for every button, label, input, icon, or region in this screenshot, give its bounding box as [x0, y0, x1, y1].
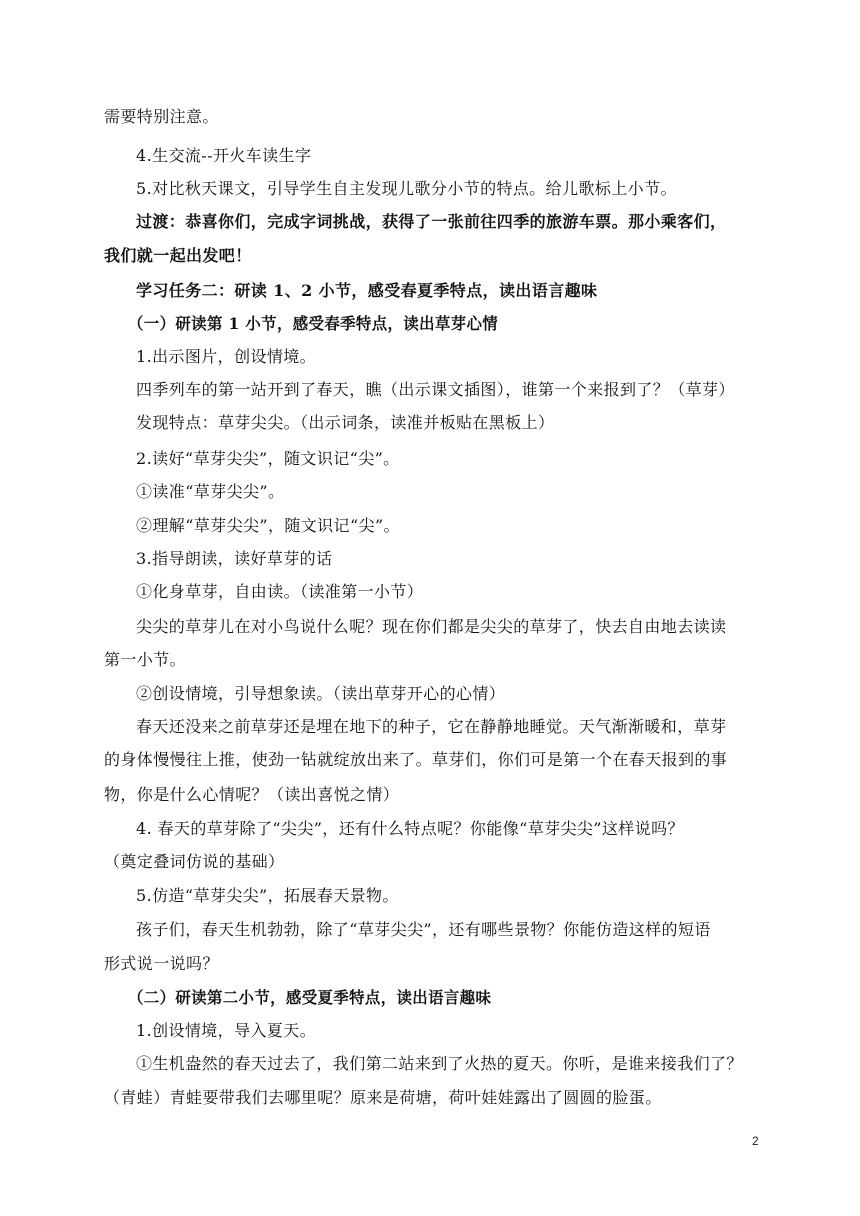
text-line: 1.创设情境，导入夏天。: [136, 1021, 317, 1040]
text-line: 物，你是什么心情呢？（读出喜悦之情）: [104, 785, 400, 804]
text-line: 5.对比秋天课文，引导学生自主发现儿歌分小节的特点。给儿歌标上小节。: [136, 179, 677, 198]
text-line: 形式说一说吗？: [104, 954, 219, 973]
page-number: 2: [752, 1134, 759, 1148]
text-line: ①化身草芽，自由读。（读准第一小节）: [136, 582, 424, 601]
text-line: ②创设情境，引导想象读。（读出草芽开心的心情）: [136, 684, 506, 703]
section-heading: （二）研读第二小节，感受夏季特点，读出语言趣味: [128, 988, 492, 1007]
text-line: 尖尖的草芽儿在对小鸟说什么呢？现在你们都是尖尖的草芽了，快去自由地去读读: [136, 617, 727, 636]
text-line: （青蛙）青蛙要带我们去哪里呢？原来是荷塘，荷叶娃娃露出了圆圆的脸蛋。: [104, 1088, 662, 1107]
text-line: ①生机盎然的春天过去了，我们第二站来到了火热的夏天。你听，是谁来接我们了？: [136, 1054, 743, 1073]
text-line: 需要特别注意。: [104, 107, 219, 126]
text-line: 孩子们，春天生机勃勃，除了“草芽尖尖”，还有哪些景物？你能仿造这样的短语: [136, 920, 711, 939]
text-line: 2.读好“草芽尖尖”，随文识记“尖”。: [136, 449, 400, 468]
text-line: 4.生交流--开火车读生字: [136, 146, 312, 165]
transition-line: 我们就一起出发吧！: [104, 246, 252, 265]
text-line: ①读准“草芽尖尖”。: [136, 482, 285, 501]
text-line: 四季列车的第一站开到了春天，瞧（出示课文插图），谁第一个来报到了？（草芽）: [136, 380, 735, 399]
text-line: 春天还没来之前草芽还是埋在地下的种子，它在静静地睡觉。天气渐渐暖和，草芽: [136, 717, 727, 736]
text-line: ②理解“草芽尖尖”，随文识记“尖”。: [136, 516, 400, 535]
task-heading: 学习任务二：研读 1、2 小节，感受春夏季特点，读出语言趣味: [136, 281, 598, 300]
text-line: 发现特点：草芽尖尖。（出示词条，读准并板贴在黑板上）: [136, 413, 555, 432]
text-line: 的身体慢慢往上推，使劲一钻就绽放出来了。草芽们，你们可是第一个在春天报到的事: [104, 750, 728, 769]
text-line: 5.仿造“草芽尖尖”，拓展春天景物。: [136, 886, 399, 905]
text-line: 1.出示图片，创设情境。: [136, 347, 317, 366]
text-line: （奠定叠词仿说的基础）: [104, 852, 285, 871]
text-line: 3.指导朗读，读好草芽的话: [136, 549, 333, 568]
section-heading: （一）研读第 1 小节，感受春季特点，读出草芽心情: [128, 314, 499, 333]
text-line: 4. 春天的草芽除了“尖尖”，还有什么特点呢？你能像“草芽尖尖”这样说吗？: [136, 819, 684, 838]
transition-line: 过渡：恭喜你们，完成字词挑战，获得了一张前往四季的旅游车票。那小乘客们，: [136, 212, 727, 231]
text-line: 第一小节。: [104, 650, 187, 669]
